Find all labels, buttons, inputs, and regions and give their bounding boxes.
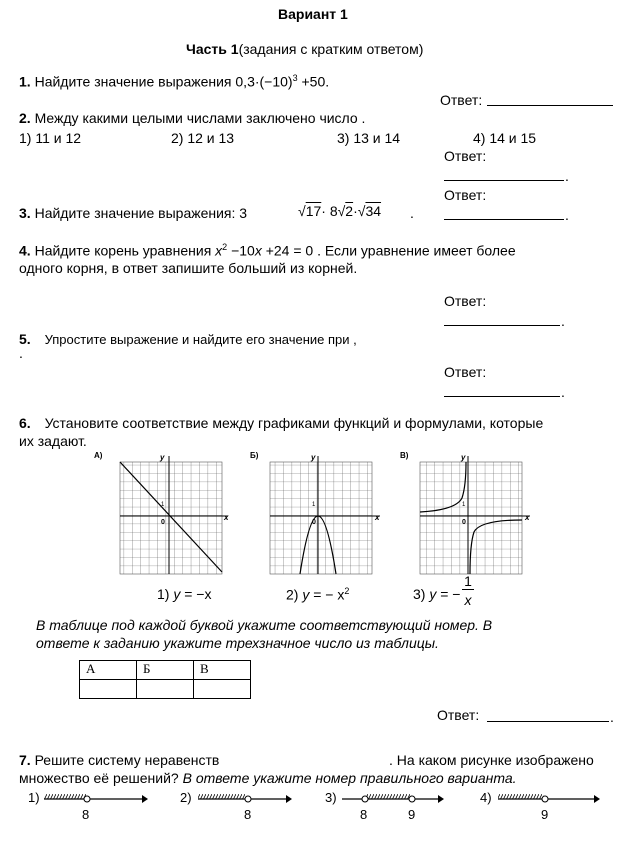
y-axis-label: y [461,453,466,462]
answer-line[interactable] [444,325,560,326]
radicand: 17 [305,203,322,219]
question-6 [19,415,543,431]
one-label: 1 [161,502,165,508]
question-text: Найдите корень уравнения [34,242,216,259]
graph-label: В) [400,451,409,460]
table-cell-b[interactable] [137,680,194,699]
question-6-line2: их задают. [19,433,87,449]
number-lines [20,788,610,824]
sqrt-icon: √ [357,203,366,219]
formula-number: 2) [286,586,299,603]
zero-label: 0 [462,519,466,526]
question-text: множество её решений? [19,770,183,786]
question-number: 6. [19,415,31,431]
tick-label: 9 [541,807,549,822]
table-header-c: В [194,661,251,680]
q5-dot: . [19,345,23,361]
question-3 [19,205,247,221]
answer-label: Ответ: [440,92,483,108]
exponent: 2 [344,586,350,596]
part-heading [186,41,423,57]
radicand: 2 [345,203,354,219]
arrow-icon [142,795,148,803]
question-2 [19,110,365,126]
question-text: Найдите значение выражения: 3 [34,205,248,221]
expr-part: · 8 [321,203,338,219]
exponent: 2 [222,242,228,252]
number-line-option-3[interactable] [325,790,444,822]
number-line-option-1[interactable] [28,790,148,822]
formula-rhs: = − x [309,586,345,603]
table-header-b: Б [137,661,194,680]
question-text: +24 = 0 . Если уравнение имеет более [261,242,516,259]
question-number: 1. [19,73,31,90]
question-tail: +50. [297,73,330,90]
option-label: 3) [325,790,337,805]
arrow-icon [594,795,600,803]
q6-instruction-1: В таблице под каждой буквой укажите соответствующий номер. В [36,617,493,633]
answer-dot: . [561,384,565,400]
question-1 [19,73,329,90]
tick-label: 8 [82,807,90,822]
graph-label: А) [94,451,103,460]
question-number: 5. [19,331,31,347]
tick-label: 8 [244,807,252,822]
question-7 [19,752,219,768]
answer-line[interactable] [487,105,613,106]
q6-instruction-2: ответе к заданию укажите трехзначное число из таблицы. [36,635,439,651]
answer-table [79,660,251,699]
zero-label: 0 [161,519,165,526]
arrow-icon [438,795,444,803]
q3-end: . [410,205,414,221]
one-label: 1 [312,502,316,508]
q3-expression [298,203,381,219]
question-text: Решите систему неравенств [34,752,220,768]
sqrt-icon: √ [298,203,306,219]
one-label: 1 [462,502,466,508]
question-4 [19,242,516,259]
table-cell-c[interactable] [194,680,251,699]
answer-label: Ответ: [444,364,487,380]
table-cell-a[interactable] [80,680,137,699]
answer-line[interactable] [444,180,564,181]
answer-dot: . [565,168,569,184]
graphs-figure [90,448,550,578]
question-text: Установите соответствие между графиками функций и формулами, которые [44,415,544,431]
q2-option-3: 3) 13 и 14 [337,130,401,146]
exponent: 3 [292,73,298,83]
x-axis-label: x [375,513,380,522]
question-text: Найдите значение выражения 0,3·(−10) [34,73,293,90]
question-text: Между какими целыми числами заключено число . [34,110,366,126]
option-label: 2) [180,790,192,805]
graph-label: Б) [250,451,259,460]
question-text: Упростите выражение и найдите его значение при , [44,332,357,347]
question-text: −10 [227,242,255,259]
answer-label: Ответ: [437,707,480,723]
q2-option-2: 2) 12 и 13 [171,130,235,146]
radicand: 34 [365,203,382,219]
answer-line[interactable] [487,721,609,722]
variable: y [302,586,310,603]
answer-line[interactable] [444,396,560,397]
answer-dot: . [561,313,565,329]
y-axis-label: y [311,453,316,462]
question-instruction: В ответе укажите номер правильного варианта. [182,770,517,786]
formula-1 [157,586,211,602]
zero-label: 0 [312,519,316,526]
arrow-icon [286,795,292,803]
answer-dot: . [565,207,569,223]
graph-a [94,451,229,574]
question-number: 2. [19,110,31,126]
question-7-cont: . На каком рисунке изображено [389,752,594,768]
option-label: 4) [480,790,492,805]
number-line-option-2[interactable] [180,790,292,822]
formula-number: 1) [157,586,170,602]
fraction-denominator: x [464,592,472,608]
answer-label: Ответ: [444,187,487,203]
part-label: Часть 1 [186,41,239,57]
tick-label: 9 [408,807,416,822]
formula-2 [286,586,349,603]
formula-rhs: = −x [180,586,212,602]
graph-b [250,451,380,574]
formula-number: 3) [413,586,426,602]
q2-option-1: 1) 11 и 12 [19,130,82,146]
y-axis-label: y [160,453,165,462]
question-5 [19,331,357,347]
tick-label: 8 [360,807,368,822]
question-7-line2 [19,770,517,786]
variable: x [215,242,223,259]
variable: y [429,586,437,602]
part-note: (задания с кратким ответом) [238,41,424,57]
expr-part: · [353,203,358,219]
question-4-line2: одного корня, в ответ запишите больший из корней. [19,260,358,276]
table-header-a: А [80,661,137,680]
variable: x [254,242,262,259]
x-axis-label: x [525,513,530,522]
page-title: Вариант 1 [278,6,348,22]
question-number: 4. [19,242,31,259]
sqrt-icon: √ [337,203,346,219]
answer-line[interactable] [444,219,564,220]
x-axis-label: x [224,513,229,522]
variable: y [173,586,181,602]
formula-3 [413,586,460,602]
number-line-option-4[interactable] [480,790,600,822]
answer-label: Ответ: [444,148,487,164]
question-number: 3. [19,205,31,221]
q2-option-4: 4) 14 и 15 [473,130,537,146]
formula-rhs: = − [436,586,461,602]
answer-dot: . [610,709,614,725]
graph-c [400,451,530,574]
option-label: 1) [28,790,40,805]
fraction-numerator: 1 [462,574,474,590]
question-number: 7. [19,752,31,768]
answer-label: Ответ: [444,293,487,309]
